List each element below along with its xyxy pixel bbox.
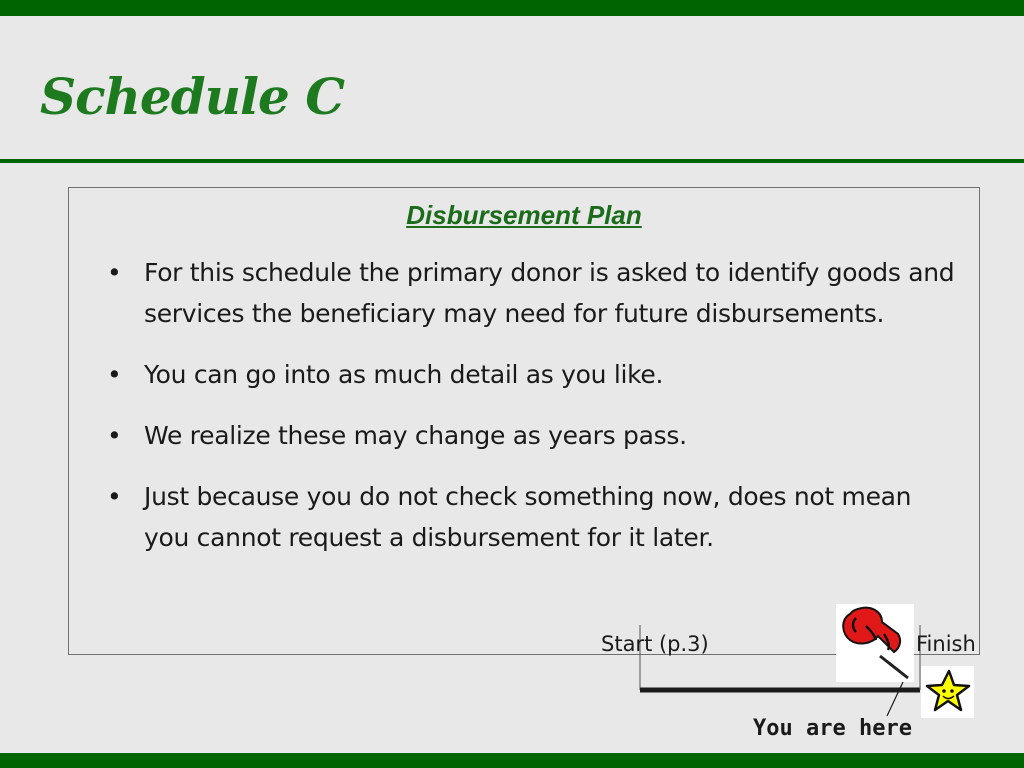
you-are-here-pointer <box>887 682 903 716</box>
finish-label: Finish <box>916 632 976 656</box>
bullet-item: • We realize these may change as years pass. <box>107 415 957 456</box>
bullet-item: • You can go into as much detail as you like. <box>107 354 957 395</box>
section-heading: Disbursement Plan <box>406 200 642 230</box>
bullet-item: • Just because you do not check something now, does not mean you cannot request a disbursement for it later. <box>107 476 957 558</box>
slide-title: Schedule C <box>40 67 345 126</box>
star-icon <box>921 666 974 718</box>
pushpin-icon <box>836 604 914 682</box>
you-are-here-label: You are here <box>753 716 912 741</box>
bullet-item: • For this schedule the primary donor is asked to identify goods and services the beneficiary may need for future disbursements. <box>107 252 957 334</box>
bottom-accent-bar <box>0 753 1024 768</box>
start-label: Start (p.3) <box>601 632 709 656</box>
